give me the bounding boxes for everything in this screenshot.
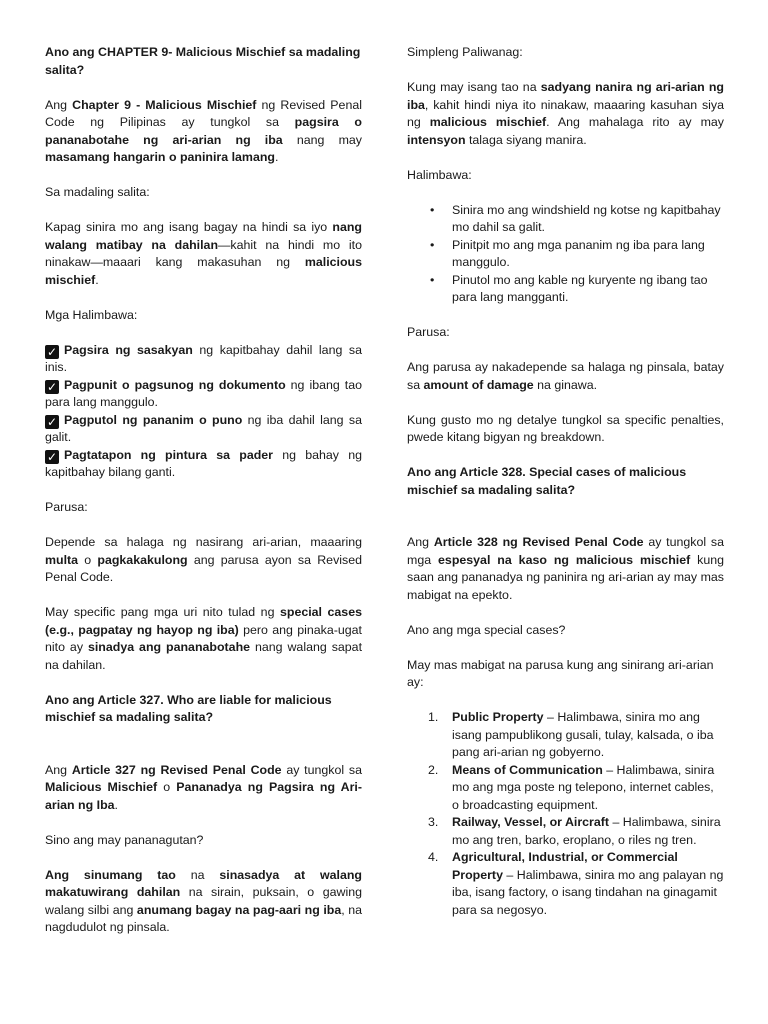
label-parusa: Parusa:	[45, 500, 88, 514]
left-column	[45, 44, 362, 954]
paragraph-ang-parusa: Ang parusa ay nakadepende sa halaga ng pinsala, batay sa amount of damage na ginawa.	[407, 360, 724, 392]
list-item: 4. Agricultural, Industrial, or Commercial Property – Halimbawa, sinira mo ang palayan ng iba, isang factory, o isang tindahan na ginagamit para sa negosyo.	[428, 850, 724, 917]
label-sino: Sino ang may pananagutan?	[45, 832, 204, 847]
checkbox-checked-icon: ✓	[46, 379, 58, 394]
paragraph-kapag-sinira: Kapag sinira mo ang isang bagay na hindi sa iyo nang walang matibay na dahilan—kahit na hindi mo ito ninakaw—maaari kang makasuhan ng malicious mischief.	[45, 220, 362, 287]
checkbox-checked-icon: ✓	[46, 414, 58, 429]
list-item: • Sinira mo ang windshield ng kotse ng kapitbahay mo dahil sa galit.	[452, 202, 724, 237]
paragraph-depende: Depende sa halaga ng nasirang ari-arian, maaaring multa o pagkakakulong ang parusa ayon sa Revised Penal Code.	[45, 535, 362, 584]
example-item: ✓ Pagpunit o pagsunog ng dokumento ng ibang tao para lang manggulo.	[45, 377, 362, 409]
spacer	[45, 482, 362, 500]
question-chapter-9: Ano ang CHAPTER 9- Malicious Mischief sa madaling salita?	[45, 45, 361, 77]
label-special-cases-question: Ano ang mga special cases?	[407, 622, 566, 637]
label-mga-halimbawa: Mga Halimbawa:	[45, 307, 138, 322]
example-item: ✓ Pagtatapon ng pintura sa pader ng bahay ng kapitbahay bilang ganti.	[45, 447, 362, 479]
paragraph-kung-gusto: Kung gusto mo ng detalye tungkol sa specific penalties, pwede kitang bigyan ng breakdown.	[407, 412, 724, 444]
paragraph-special-cases: May specific pang mga uri nito tulad ng special cases (e.g., pagpatay ng hayop ng iba) pero ang pinaka-ugat nito ay sinadya ang pananabotahe nang walang sapat na dahilan.	[45, 605, 363, 672]
spacer	[45, 744, 362, 762]
label-simpleng-paliwanag: Simpleng Paliwanag:	[407, 45, 523, 59]
paragraph-kung-may-isang-tao: Kung may isang tao na sadyang nanira ng ari-arian ng iba, kahit hindi niya ito ninakaw, maaaring kasuhan siya ng malicious mischief. Ang mahalaga rito ay may intensyon talaga siyang manira.	[407, 80, 724, 147]
special-cases-list	[407, 709, 724, 919]
checkbox-checked-icon: ✓	[46, 344, 58, 359]
spacer	[407, 517, 724, 535]
bullet-list	[407, 202, 724, 307]
examples-list	[45, 342, 362, 482]
right-column	[407, 44, 724, 919]
example-item: ✓ Pagsira ng sasakyan ng kapitbahay dahil lang sa inis.	[45, 342, 362, 374]
list-item: • Pinutol mo ang kable ng kuryente ng ibang tao para lang mangganti.	[452, 272, 724, 307]
label-sa-madaling-salita: Sa madaling salita:	[45, 185, 150, 199]
label-halimbawa: Halimbawa:	[407, 167, 472, 182]
list-item: 3. Railway, Vessel, or Aircraft – Halimbawa, sinira mo ang tren, barko, eroplano, o riles ng tren.	[428, 815, 721, 847]
question-article-328: Ano ang Article 328. Special cases of malicious mischief sa madaling salita?	[407, 465, 687, 497]
list-item: • Pinitpit mo ang mga pananim ng iba para lang manggulo.	[452, 237, 724, 272]
list-item: 1. Public Property – Halimbawa, sinira mo ang isang pampublikong gusali, tulay, kalsada, o iba pang ari-arian ng gobyerno.	[428, 710, 714, 759]
label-parusa-right: Parusa:	[407, 325, 450, 339]
example-item: ✓ Pagputol ng pananim o puno ng iba dahil lang sa galit.	[45, 412, 362, 444]
list-item: 2. Means of Communication – Halimbawa, sinira mo ang mga poste ng telepono, internet cables, o broadcasting equipment.	[428, 762, 715, 812]
paragraph-chapter-9-intro: Ang Chapter 9 - Malicious Mischief ng Revised Penal Code ng Pilipinas ay tungkol sa pagsira o pananabotahe ng ari-arian ng iba nang may masamang hangarin o paninira lamang.	[45, 97, 362, 164]
checkbox-checked-icon: ✓	[46, 449, 58, 464]
paragraph-sinumang-tao: Ang sinumang tao na sinasadya at walang makatuwirang dahilan na sirain, puksain, o gawing walang silbi ang anumang bagay na pag-aari ng iba, na nagdudulot ng pinsala.	[45, 867, 363, 934]
paragraph-article-327: Ang Article 327 ng Revised Penal Code ay tungkol sa Malicious Mischief o Pananadya ng Pagsira ng Ari-arian ng Iba.	[45, 762, 362, 812]
paragraph-mas-mabigat: May mas mabigat na parusa kung ang sinirang ari-arian ay:	[407, 657, 714, 689]
question-article-327: Ano ang Article 327. Who are liable for malicious mischief sa madaling salita?	[45, 692, 332, 724]
paragraph-article-328: Ang Article 328 ng Revised Penal Code ay tungkol sa mga espesyal na kaso ng malicious mischief kung saan ang pananadya ng paninira ng ari-arian ay may mas mabigat na epekto.	[407, 535, 725, 602]
